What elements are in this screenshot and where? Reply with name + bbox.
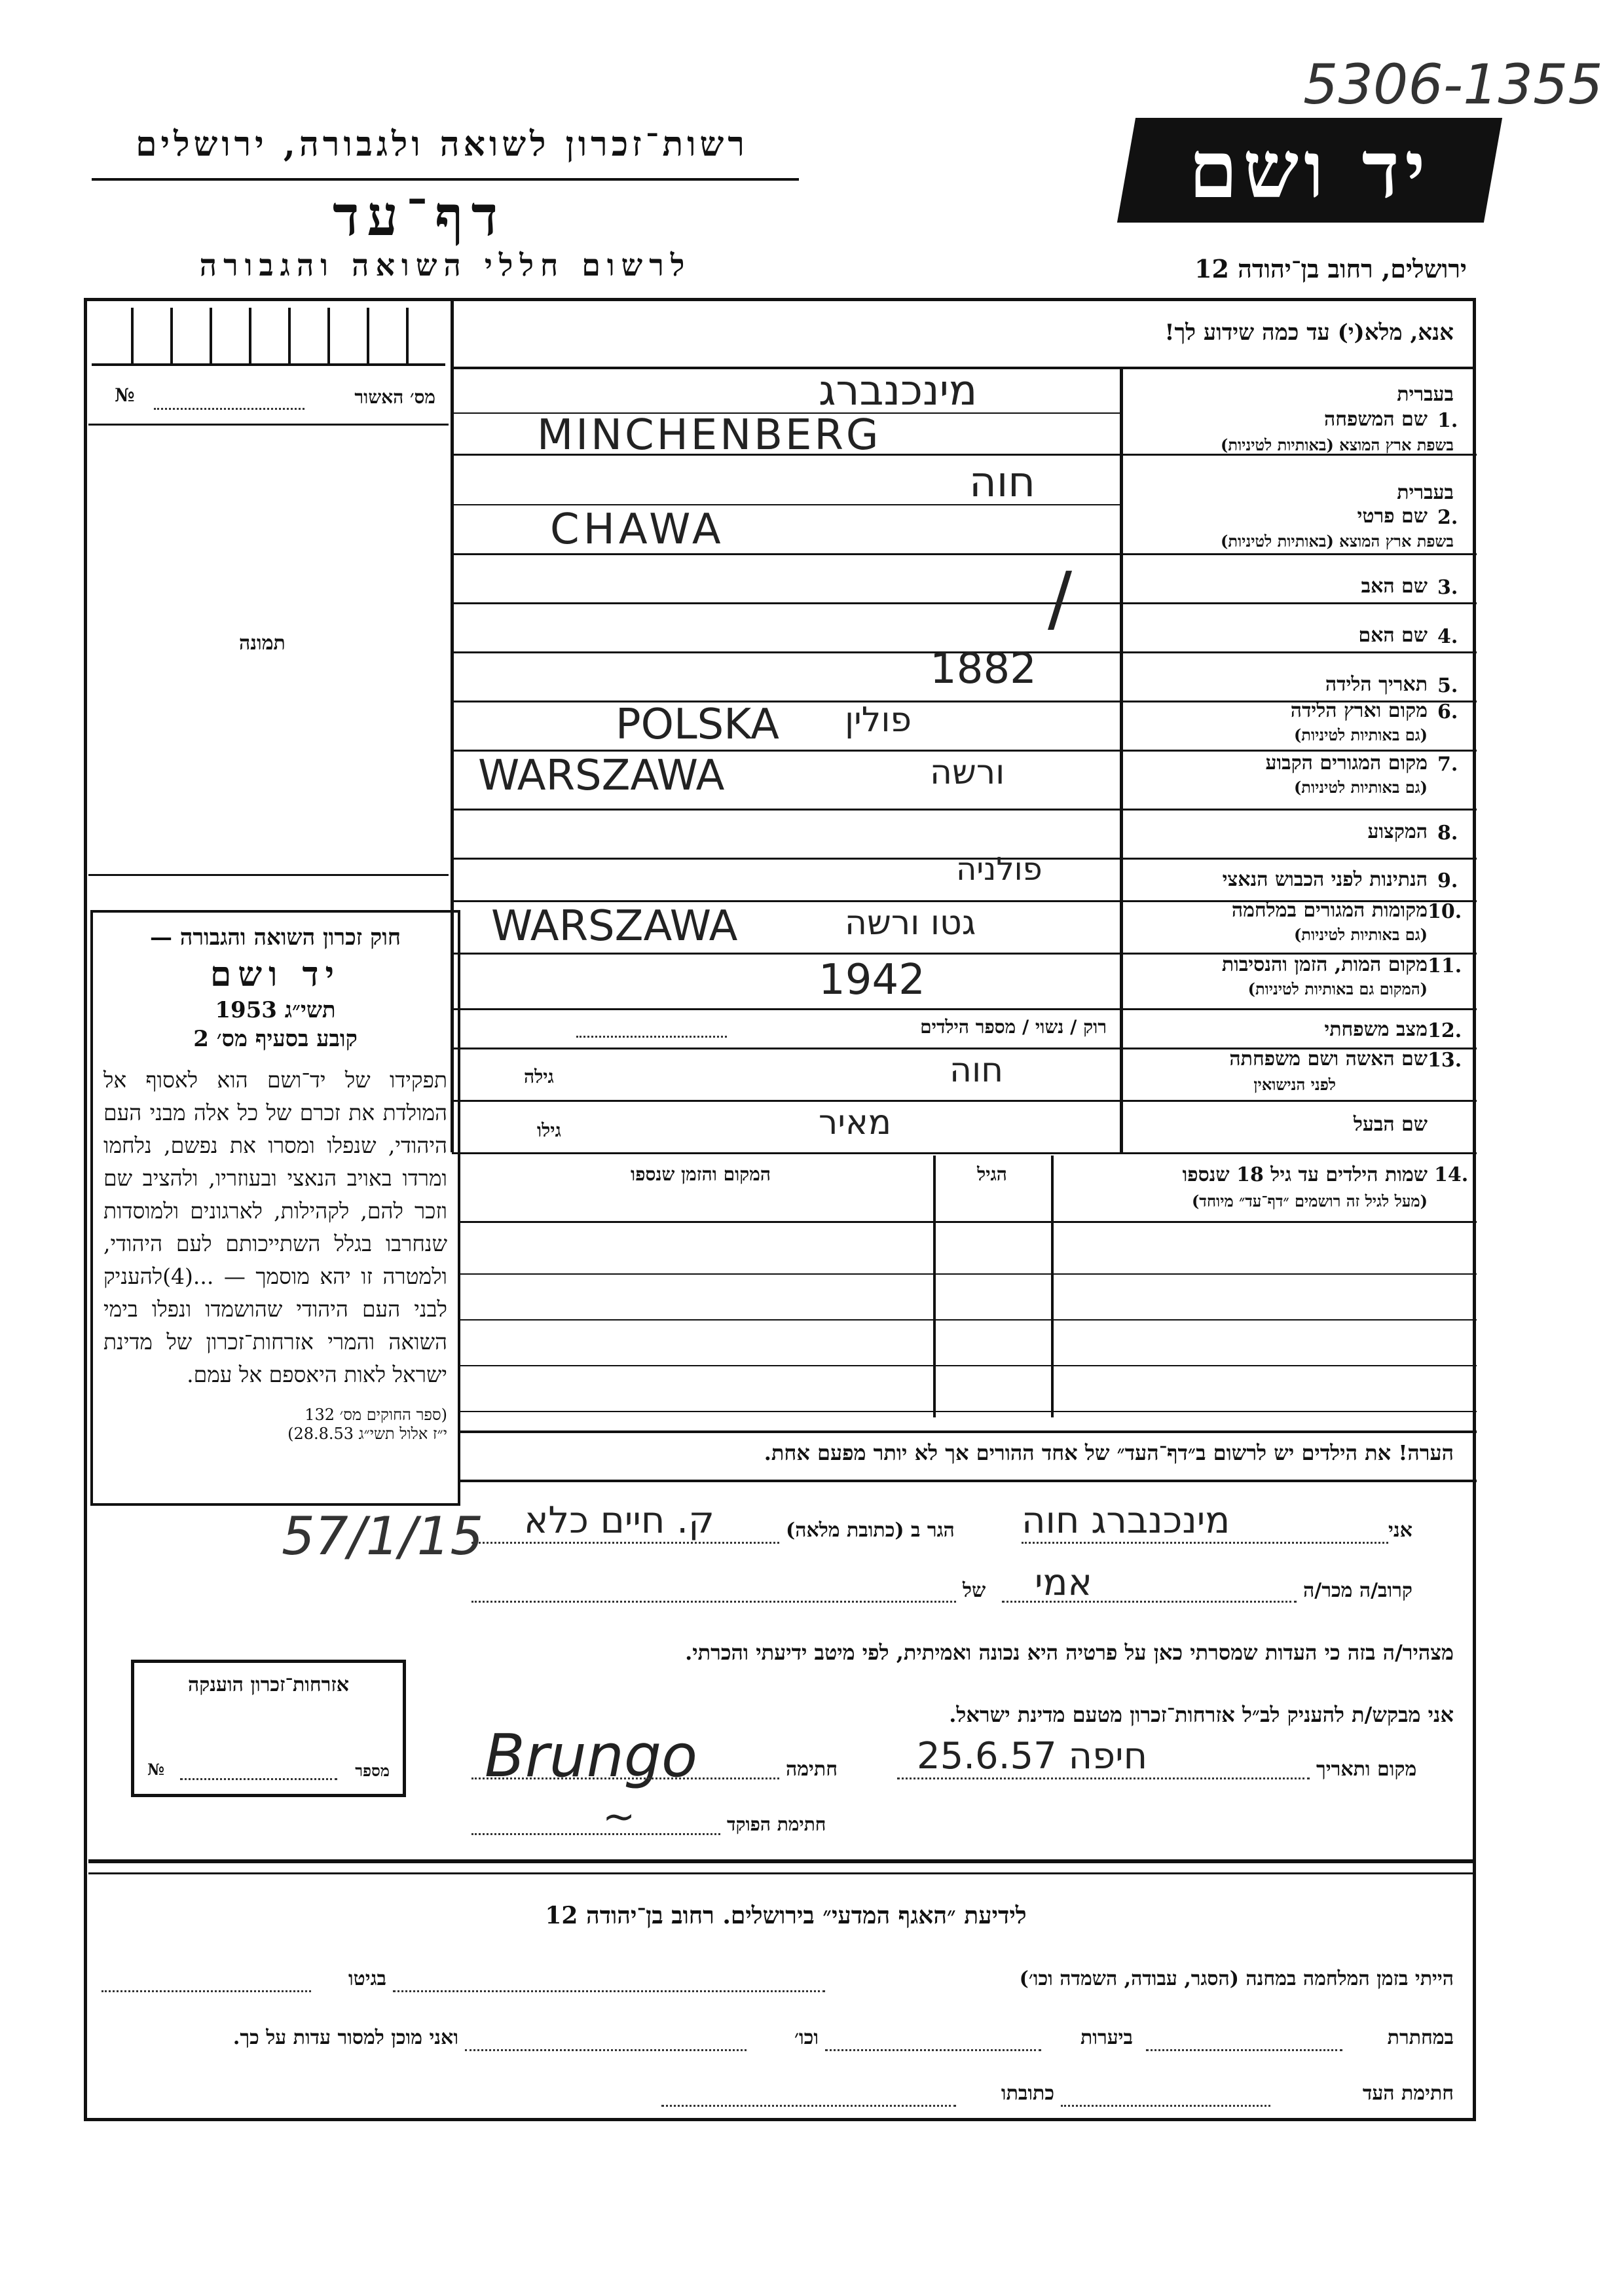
declaration-request: אני מבקש/ת להעניק לב״ל אזרחות־זכרון מטעם מדינת ישראל. — [949, 1702, 1454, 1727]
field-10-sub: (גם באותיות לטיניות) — [1293, 925, 1428, 944]
law-box — [90, 910, 460, 1506]
children-table — [458, 1156, 1477, 1437]
declaration-statement: מצהיר/ה בזה כי העדות שמסרתי כאן על פרטיה היא נכונה ואמיתית, לפי מיטב ידיעתי והכרתי. — [685, 1640, 1454, 1665]
signature-label: חתימה — [786, 1758, 838, 1781]
official-signature-label: חתימת הפוקד — [727, 1813, 826, 1835]
field-13-number: 13. — [1428, 1049, 1462, 1072]
field-9-number: 9. — [1437, 869, 1458, 892]
field-1-label: שם המשפחה — [1323, 408, 1428, 431]
husband-name: מאיר — [819, 1103, 892, 1142]
family-name-hebrew: מינכנברג — [819, 367, 978, 415]
law-line-4: קובע בסעיף מס׳ 2 — [193, 1026, 358, 1052]
death-year: 1942 — [819, 956, 925, 1004]
official-scribble: ~ — [602, 1794, 636, 1840]
field-7-label: מקום המגורים הקבוע — [1265, 752, 1428, 774]
residence-latin: WARSZAWA — [478, 752, 725, 800]
nationality-hebrew: פולניה — [956, 851, 1043, 888]
field-13-sub: לפני הנישואין — [1253, 1075, 1336, 1094]
field-6-sub: (גם באותיות לטיניות) — [1293, 725, 1428, 744]
field-13-label: שם האשה ושם משפחתה — [1229, 1048, 1428, 1070]
field-8-label: המקצוע — [1367, 820, 1428, 843]
yad-vashem-logo — [1117, 118, 1502, 223]
children-col-place: המקום והזמן שנספו — [631, 1163, 771, 1185]
father-dash: / — [1048, 556, 1073, 640]
first-name-hebrew: חוה — [969, 458, 1036, 507]
birth-country-latin: POLSKA — [616, 701, 779, 749]
family-name-latin: MINCHENBERG — [537, 411, 881, 460]
declarant-address: ק. חיים כלא — [524, 1499, 714, 1542]
children-number: 14. — [1434, 1163, 1469, 1186]
instruction-text: אנא, מלא(י) עד כמה שידוע לך! — [1164, 319, 1454, 346]
first-name-latin: CHAWA — [550, 505, 725, 554]
war-residence-hebrew: גטו ורשה — [845, 903, 976, 943]
law-line-3: תשי״ג 1953 — [215, 997, 336, 1023]
approval-number-sign: № — [115, 384, 135, 406]
field-9-label: הנתינות לפני הכבוש הנאצי — [1222, 868, 1428, 891]
footer-etc-label: וכו׳ — [794, 2026, 819, 2049]
declaration-i-label: אני — [1388, 1519, 1412, 1542]
field-11-label: מקום המות, הזמן והנסיבות — [1221, 953, 1428, 976]
certificate-title: אזרחות־זכרון הוענקה — [187, 1673, 350, 1696]
law-line-2: יד ושם — [210, 955, 341, 994]
marital-status-options: רוק / נשוי / מספר הילדים — [920, 1016, 1107, 1038]
war-residence-latin: WARSZAWA — [491, 902, 738, 951]
field-12-label: מצב משפחתי — [1324, 1018, 1428, 1041]
declarant-name: מינכנברג חוה — [1022, 1499, 1230, 1542]
field-10-number: 10. — [1428, 900, 1462, 923]
relative-label: קרוב/ה מכר/ה — [1303, 1579, 1412, 1602]
reference-number: 5306-1355 — [1303, 52, 1603, 117]
law-reference-1: (ספר החוקים מס׳ 132 — [304, 1406, 447, 1424]
field-11-number: 11. — [1428, 955, 1462, 977]
husband-age-label: גילו — [537, 1120, 561, 1141]
footer-address-label: כתובתו — [1001, 2082, 1054, 2105]
place-date-value: חיפה 25.6.57 — [917, 1735, 1148, 1777]
law-line-1: חוק זכרון השואה והגבורה — — [149, 924, 401, 951]
field-5-number: 5. — [1437, 674, 1458, 697]
field-8-number: 8. — [1437, 822, 1458, 845]
declaration-resides-label: הגר ב (כתובת מלאה) — [786, 1519, 955, 1542]
header-address: ירושלים, רחוב בן־יהודה 12 — [1194, 254, 1467, 283]
birth-date: 1882 — [930, 645, 1037, 693]
field-1-lang: בעברית — [1397, 383, 1454, 406]
field-3-number: 3. — [1437, 576, 1458, 599]
field-2-lang: בעברית — [1397, 481, 1454, 504]
field-6-number: 6. — [1437, 701, 1458, 723]
children-col-age: הגיל — [977, 1163, 1007, 1185]
field-1-sub: בשפת ארץ המוצא (באותיות לטיניות) — [1221, 435, 1454, 454]
certificate-box — [131, 1660, 406, 1797]
footer-ghetto-label: בגיטו — [348, 1967, 386, 1990]
law-reference-2: י״ז אלול תשי״ג 28.8.53) — [287, 1425, 447, 1443]
footer-camp-label: הייתי בזמן המלחמה במחנה (הסגר, עבודה, השמדה וכו׳) — [1019, 1967, 1454, 1990]
field-7-sub: (גם באותיות לטיניות) — [1293, 778, 1428, 797]
field-3-label: שם האב — [1361, 575, 1428, 598]
footer-witness-signature-label: חתימת העד — [1362, 2082, 1454, 2105]
relative-value: אמי — [1035, 1561, 1092, 1604]
of-label: של — [963, 1579, 986, 1602]
law-text: תפקידו של יד־ושם הוא לאסוף אל המולדת את זכרם של כל אלה מבני העם היהודי, שנפלו ומסרו את נפשם, נלחמו ומרדו באויב הנאצי ובעוזריו, ולהציב שם וזכר להם, לקהילות, לארגונים ולמוסדות שנחרבו בגלל השתייכותם לעם היהודי, ולמטרה זו יהא מוסמך — ...(4)להעניק לבני העם היהודי שהושמדו ונפלו בימי השואה והמרי אזרחות־זכרון של מדינת ישראל לאות היאספם אל עמם. — [103, 1067, 447, 1387]
wife-age-label: גילה — [524, 1066, 554, 1087]
field-2-sub: בשפת ארץ המוצא (באותיות לטיניות) — [1221, 532, 1454, 551]
office-code-boxes — [92, 308, 445, 367]
form-title: דף־עד — [332, 183, 506, 248]
field-4-label: שם האם — [1358, 624, 1428, 647]
field-2-number: 2. — [1437, 506, 1458, 529]
certificate-number-sign: № — [147, 1760, 165, 1779]
field-7-number: 7. — [1437, 753, 1458, 776]
field-1-number: 1. — [1437, 409, 1458, 432]
husband-label: שם הבעל — [1353, 1113, 1428, 1136]
note-text: הערה! את הילדים יש לרשום ב״דף־העד״ של אחד ההורים אך לא יותר מפעם אחת. — [764, 1440, 1454, 1465]
logo-text: יד ושם — [1189, 124, 1431, 216]
wife-name: חוה — [950, 1051, 1004, 1090]
field-4-number: 4. — [1437, 625, 1458, 648]
place-date-label: מקום ותאריך — [1316, 1758, 1417, 1781]
field-12-number: 12. — [1428, 1019, 1462, 1042]
approval-label: מס׳ האשור — [354, 386, 435, 408]
header-rule — [92, 178, 799, 181]
children-title: שמות הילדים עד גיל 18 שנספו — [1182, 1163, 1428, 1186]
authority-title: רשות־זכרון לשואה ולגבורה, ירושלים — [136, 124, 748, 164]
footer-forests-label: ביערות — [1080, 2026, 1133, 2049]
footer-underground-label: במחתרת — [1387, 2026, 1454, 2049]
footer-testimony-label: ואני מוכן למסור עדות על כך. — [232, 2026, 458, 2049]
birth-country-hebrew: פולין — [845, 701, 912, 740]
children-subtitle: (מעל לגיל זה רושמים ״דף־עד״ מיוחד) — [1191, 1192, 1428, 1211]
photo-label: תמונה — [239, 632, 286, 655]
field-2-label: שם פרטי — [1357, 505, 1428, 528]
footer-title: לידיעת ״האגף המדעי״ בירושלים. רחוב בן־יהודה 12 — [545, 1902, 1027, 1929]
field-6-label: מקום וארץ הלידה — [1290, 699, 1428, 722]
margin-date: 57/1/15 — [282, 1506, 484, 1567]
form-subtitle: לרשום חללי השואה והגבורה — [199, 247, 692, 283]
field-5-label: תאריך הלידה — [1325, 673, 1428, 696]
certificate-number-label: מספר — [355, 1761, 390, 1780]
field-10-label: מקומות המגורים במלחמה — [1231, 899, 1428, 922]
signature-value: Brungo — [485, 1722, 698, 1791]
residence-hebrew: ורשה — [930, 753, 1005, 792]
field-11-sub: (המקום גם באותיות לטיניות) — [1247, 979, 1428, 998]
